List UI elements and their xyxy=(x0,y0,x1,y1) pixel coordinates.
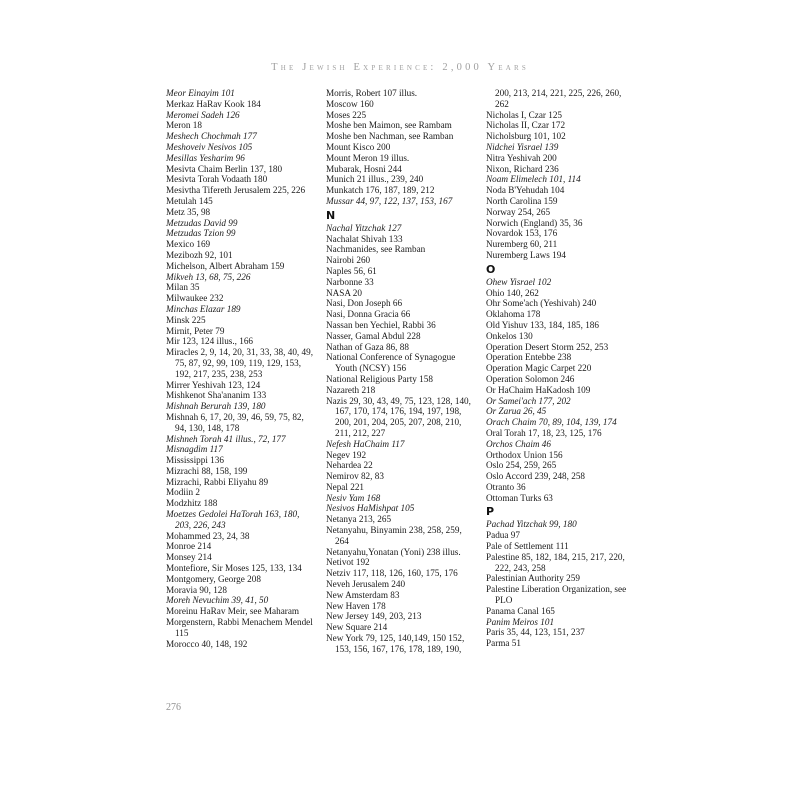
index-entry: New Jersey 149, 203, 213 xyxy=(326,611,422,622)
index-column-2 xyxy=(326,88,476,655)
index-entry: Nasi, Don Joseph 66 xyxy=(326,298,403,309)
index-entry: Meron 18 xyxy=(166,120,202,131)
index-entry: Mexico 169 xyxy=(166,239,211,250)
index-entry: Nesivos HaMishpat 105 xyxy=(326,503,415,514)
index-entry: Moravia 90, 128 xyxy=(166,584,227,595)
index-entry: Panama Canal 165 xyxy=(486,605,555,616)
index-entry: Metzudas David 99 xyxy=(166,217,238,228)
index-entry: Nuremberg Laws 194 xyxy=(486,249,566,260)
index-entry: Mirrer Yeshivah 123, 124 xyxy=(166,379,261,390)
index-entry: Meshoveiv Nesivos 105 xyxy=(166,141,253,152)
index-entry: Meromei Sadeh 126 xyxy=(166,109,240,120)
index-entry: Nachmanides, see Ramban xyxy=(326,244,426,255)
index-entry: Miracles 2, 9, 14, 20, 31, 33, 38, 40, 49, 75, 87, 92, 99, 109, 119, 129, 153, 192, 217, 235, 238, 253 xyxy=(166,347,313,379)
index-entry: Neveh Jerusalem 240 xyxy=(326,579,406,590)
index-entry: Nesiv Yam 168 xyxy=(326,492,381,503)
index-entry: Milan 35 xyxy=(166,282,200,293)
index-entry: Nasi, Donna Gracia 66 xyxy=(326,309,411,320)
index-entry: Nairobi 260 xyxy=(326,255,371,266)
index-entry: Orach Chaim 70, 89, 104, 139, 174 xyxy=(486,417,617,428)
index-entry: Mubarak, Hosni 244 xyxy=(326,163,402,174)
index-entry: Operation Entebbe 238 xyxy=(486,352,572,363)
index-entry: Pale of Settlement 111 xyxy=(486,541,569,552)
index-entry: Mezibozh 92, 101 xyxy=(166,249,233,260)
index-entry: NASA 20 xyxy=(326,287,362,298)
index-entry: Netanyahu, Binyamin 238, 258, 259, 264 xyxy=(326,525,462,546)
index-entry: Nehardea 22 xyxy=(326,460,373,471)
index-entry: Moreinu HaRav Meir, see Maharam xyxy=(166,606,300,617)
index-entry: Oral Torah 17, 18, 23, 125, 176 xyxy=(486,427,602,438)
index-entry-continued: 200, 213, 214, 221, 225, 226, 260, 262 xyxy=(495,88,622,109)
index-entry: Nassan ben Yechiel, Rabbi 36 xyxy=(326,319,436,330)
index-entry: Nuremberg 60, 211 xyxy=(486,239,558,250)
index-entry: Meshech Chochmah 177 xyxy=(166,131,257,142)
index-entry: Orthodox Union 156 xyxy=(486,449,563,460)
index-entry: Mishnah Berurah 139, 180 xyxy=(166,401,266,412)
index-entry: Moshe ben Maimon, see Rambam xyxy=(326,120,452,131)
section-letter: O xyxy=(486,262,496,276)
index-entry: Mizrachi 88, 158, 199 xyxy=(166,465,248,476)
index-entry: Mishkenot Sha'ananim 133 xyxy=(166,390,267,401)
index-entry: Pachad Yitzchak 99, 180 xyxy=(486,519,577,530)
index-entry: Moscow 160 xyxy=(326,98,374,109)
index-entry: Nidchei Yisrael 139 xyxy=(486,141,559,152)
index-entry: Operation Solomon 246 xyxy=(486,373,575,384)
index-entry: Ohew Yisrael 102 xyxy=(486,276,552,287)
index-entry: Oslo Accord 239, 248, 258 xyxy=(486,471,586,482)
index-entry: Norway 254, 265 xyxy=(486,206,551,217)
index-entry: Morocco 40, 148, 192 xyxy=(166,638,248,649)
index-entry: Or Zarua 26, 45 xyxy=(486,406,547,417)
index-entry: Old Yishuv 133, 184, 185, 186 xyxy=(486,319,599,330)
index-entry: Ottoman Turks 63 xyxy=(486,492,553,503)
index-entry: Nathan of Gaza 86, 88 xyxy=(326,341,409,352)
index-column-3 xyxy=(486,88,636,649)
index-entry: Moses 225 xyxy=(326,109,367,120)
index-entry: Palestine 85, 182, 184, 215, 217, 220, 222, 243, 258 xyxy=(486,551,625,573)
index-entry: New Haven 178 xyxy=(326,600,386,611)
index-entry: Palestinian Authority 259 xyxy=(486,573,580,584)
index-entry: Moshe ben Nachman, see Ramban xyxy=(326,131,454,142)
index-entry: Mohammed 23, 24, 38 xyxy=(166,530,250,541)
index-entry: Nemirov 82, 83 xyxy=(326,471,384,482)
index-entry: Palestine Liberation Organization, see PLO xyxy=(486,584,627,606)
index-entry: Metzudas Tzion 99 xyxy=(166,228,236,239)
index-entry: Munich 21 illus., 239, 240 xyxy=(326,174,424,185)
index-entry: Modzhitz 188 xyxy=(166,498,218,509)
index-entry: Netziv 117, 118, 126, 160, 175, 176 xyxy=(326,568,458,579)
index-entry: Nefesh HaChaim 117 xyxy=(326,438,405,449)
index-entry: Ohr Some'ach (Yeshivah) 240 xyxy=(486,298,597,309)
index-entry: Mount Meron 19 illus. xyxy=(326,152,410,163)
index-entry: Mesivta Chaim Berlin 137, 180 xyxy=(166,163,283,174)
index-entry: Nazareth 218 xyxy=(326,384,376,395)
index-entry: Netanya 213, 265 xyxy=(326,514,392,525)
index-entry: Or Samei'ach 177, 202 xyxy=(486,395,571,406)
index-entry: Otranto 36 xyxy=(486,481,526,492)
index-entry: Mizrachi, Rabbi Eliyahu 89 xyxy=(166,476,269,487)
index-entry: Morgenstern, Rabbi Menachem Mendel 115 xyxy=(166,617,313,638)
index-entry: Mussar 44, 97, 122, 137, 153, 167 xyxy=(326,195,453,206)
section-letter: N xyxy=(326,208,336,222)
index-entry: Meor Einayim 101 xyxy=(166,88,235,98)
index-entry: Panim Meiros 101 xyxy=(486,616,555,627)
index-entry: Netivot 192 xyxy=(326,557,370,568)
index-entry: Narbonne 33 xyxy=(326,276,374,287)
index-entry: Morris, Robert 107 illus. xyxy=(326,88,418,98)
index-entry: Noda B'Yehudah 104 xyxy=(486,185,565,196)
section-letter: P xyxy=(486,505,495,519)
index-entry: Norwich (England) 35, 36 xyxy=(486,217,583,228)
index-entry: Mishneh Torah 41 illus., 72, 177 xyxy=(166,433,286,444)
index-entry: Oklahoma 178 xyxy=(486,309,541,320)
index-entry: Netanyahu,Yonatan (Yoni) 238 illus. xyxy=(326,546,461,557)
index-entry: New York 79, 125, 140,149, 150 152, 153, 156, 167, 176, 178, 189, 190, xyxy=(326,633,465,654)
index-entry: Novardok 153, 176 xyxy=(486,228,558,239)
index-entry: Nepal 221 xyxy=(326,481,365,492)
index-entry: New Amsterdam 83 xyxy=(326,589,400,600)
index-entry: Orchos Chaim 46 xyxy=(486,438,551,449)
index-entry: Or HaChaim HaKadosh 109 xyxy=(486,384,591,395)
index-entry: Oslo 254, 259, 265 xyxy=(486,460,557,471)
page-number: 276 xyxy=(166,702,181,713)
index-entry: Nicholsburg 101, 102 xyxy=(486,131,566,142)
index-entry: Nixon, Richard 236 xyxy=(486,163,559,174)
index-entry: Montefiore, Sir Moses 125, 133, 134 xyxy=(166,563,302,574)
index-entry: New Square 214 xyxy=(326,622,388,633)
index-entry: Naples 56, 61 xyxy=(326,265,377,276)
index-entry: National Religious Party 158 xyxy=(326,373,433,384)
index-entry: Paris 35, 44, 123, 151, 237 xyxy=(486,627,585,638)
index-column-1 xyxy=(166,88,314,649)
index-entry: Monsey 214 xyxy=(166,552,212,563)
index-entry: Mir 123, 124 illus., 166 xyxy=(166,336,254,347)
index-entry: Nitra Yeshivah 200 xyxy=(486,152,557,163)
index-entry: Moreh Nevuchim 39, 41, 50 xyxy=(166,595,269,606)
index-entry: Minsk 225 xyxy=(166,314,206,325)
index-entry: Padua 97 xyxy=(486,530,520,541)
index-entry: Nazis 29, 30, 43, 49, 75, 123, 128, 140, 167, 170, 174, 176, 194, 197, 198, 200, 201, 204, 205, 207, 208, 210, 211, 212, 227 xyxy=(326,395,471,438)
index-entry: Mishnah 6, 17, 20, 39, 46, 59, 75, 82, 94, 130, 148, 178 xyxy=(166,411,304,433)
index-entry: Metulah 145 xyxy=(166,195,213,206)
index-entry: Nachalat Shivah 133 xyxy=(326,233,403,244)
index-entry: North Carolina 159 xyxy=(486,195,558,206)
index-entry: Montgomery, George 208 xyxy=(166,573,261,584)
index-entry: Moetzes Gedolei HaTorah 163, 180, 203, 226, 243 xyxy=(166,509,300,530)
running-head: The Jewish Experience: 2,000 Years xyxy=(271,62,529,73)
index-entry: Operation Desert Storm 252, 253 xyxy=(486,341,609,352)
index-entry: Metz 35, 98 xyxy=(166,206,211,217)
index-entry: Mesillas Yesharim 96 xyxy=(166,152,245,163)
index-entry: Mount Kisco 200 xyxy=(326,141,391,152)
index-entry: Minchas Elazar 189 xyxy=(166,303,241,314)
index-entry: Michelson, Albert Abraham 159 xyxy=(166,260,285,271)
index-entry: Mesivta Torah Vodaath 180 xyxy=(166,174,268,185)
index-entry: Mississippi 136 xyxy=(166,455,224,466)
index-entry: Merkaz HaRav Kook 184 xyxy=(166,98,261,109)
index-entry: Noam Elimelech 101, 114 xyxy=(486,174,581,185)
index-entry: Monroe 214 xyxy=(166,541,212,552)
index-entry: Nicholas II, Czar 172 xyxy=(486,120,566,131)
index-entry: Negev 192 xyxy=(326,449,367,460)
index-entry: Onkelos 130 xyxy=(486,330,533,341)
index-entry: Modiin 2 xyxy=(166,487,200,498)
index-entry: Milwaukee 232 xyxy=(166,293,224,304)
index-entry: Parma 51 xyxy=(486,638,521,649)
index-entry: Nicholas I, Czar 125 xyxy=(486,109,563,120)
index-entry: Misnagdim 117 xyxy=(166,444,223,455)
index-entry: Operation Magic Carpet 220 xyxy=(486,363,592,374)
index-entry: Mikveh 13, 68, 75, 226 xyxy=(166,271,251,282)
index-entry: Munkatch 176, 187, 189, 212 xyxy=(326,185,435,196)
index-entry: Mesivtha Tifereth Jerusalem 225, 226 xyxy=(166,185,306,196)
index-entry: Ohio 140, 262 xyxy=(486,287,539,298)
index-entry: National Conference of Synagogue Youth (NCSY) 156 xyxy=(326,352,456,374)
index-entry: Mirnit, Peter 79 xyxy=(166,325,225,336)
index-entry: Nasser, Gamal Abdul 228 xyxy=(326,330,421,341)
index-entry: Nachal Yitzchak 127 xyxy=(326,222,402,233)
